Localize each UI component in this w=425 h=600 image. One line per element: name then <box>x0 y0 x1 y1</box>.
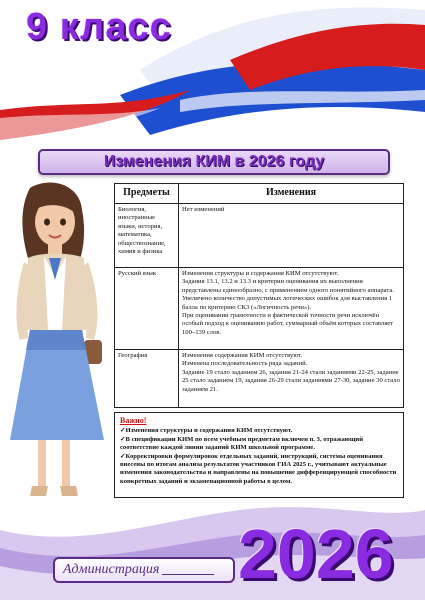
change-line: При оценивании грамотности и фактической точности речи исключён особый подход к оцениванию работ, суммарный объём которых составляет 100–139 слов. <box>182 311 394 336</box>
notice-item: ✓Корректировки формулировок отдельных заданий, инструкций, системы оценивания внесены по итогам анализа результатов участников ГИА 2025 г., учитывают актуальные изменения законодательства и направлены на повышение дифференцирующей способности конкретных заданий и экзаменационной работы в целом. <box>120 452 397 485</box>
table-row <box>115 267 404 349</box>
notice-heading: Важно! <box>120 416 147 425</box>
table-row <box>115 349 404 407</box>
signature-line <box>162 565 214 575</box>
change-line: Увеличено количество допустимых логических ошибок для выставления 1 балла по критерию СК3 («Логичность речи»). <box>182 295 393 311</box>
banner-title: Изменения КИМ в 2026 году <box>103 153 325 170</box>
change-line: Задания 13.1, 13.2 и 13.3 и критерии оценивания их выполнения представлены единообразно, с применением одного понятийного аппарата. <box>182 278 394 294</box>
table-header-row <box>115 184 404 204</box>
subject-cell: Биология, иностранные языки, история, математика, обществознание, химия и физика <box>115 203 179 267</box>
change-line: Нет изменений <box>182 205 225 213</box>
grade-title: 9 класс <box>26 6 172 48</box>
year-label: 2026 <box>238 515 394 593</box>
notice-item: ✓В спецификации КИМ по всем учебным предметам включен п. 3, отражающий соответствие каждой линии заданий КИМ школьной программе. <box>120 435 364 452</box>
subject-cell: Русский язык <box>115 267 179 349</box>
important-notice <box>114 412 404 498</box>
changes-table <box>114 183 404 408</box>
title-banner <box>38 149 390 175</box>
change-line: Изменения структуры и содержания КИМ отсутствуют. <box>182 269 339 277</box>
changes-cell <box>179 203 404 267</box>
administration-label: Администрация <box>63 562 160 577</box>
column-header-changes: Изменения <box>179 184 404 204</box>
changes-cell <box>179 267 404 349</box>
administration-signature-box <box>53 557 235 583</box>
change-line: Изменения содержания КИМ отсутствуют. <box>182 351 303 359</box>
changes-cell <box>179 349 404 407</box>
subject-cell: География <box>115 349 179 407</box>
change-line: Задание 19 стало заданием 26, задания 21-24 стали заданиями 22-25, задание 25 стало заданием 19, задания 26-29 стали заданиями 27-30, задание 30 стало заданием 21. <box>182 368 400 393</box>
teacher-illustration <box>0 180 112 510</box>
table-row <box>115 203 404 267</box>
change-line: Изменена последовательность ряда заданий. <box>182 360 308 368</box>
column-header-subjects: Предметы <box>115 184 179 204</box>
notice-item: ✓Изменения структуры и содержания КИМ отсутствуют. <box>120 427 293 435</box>
